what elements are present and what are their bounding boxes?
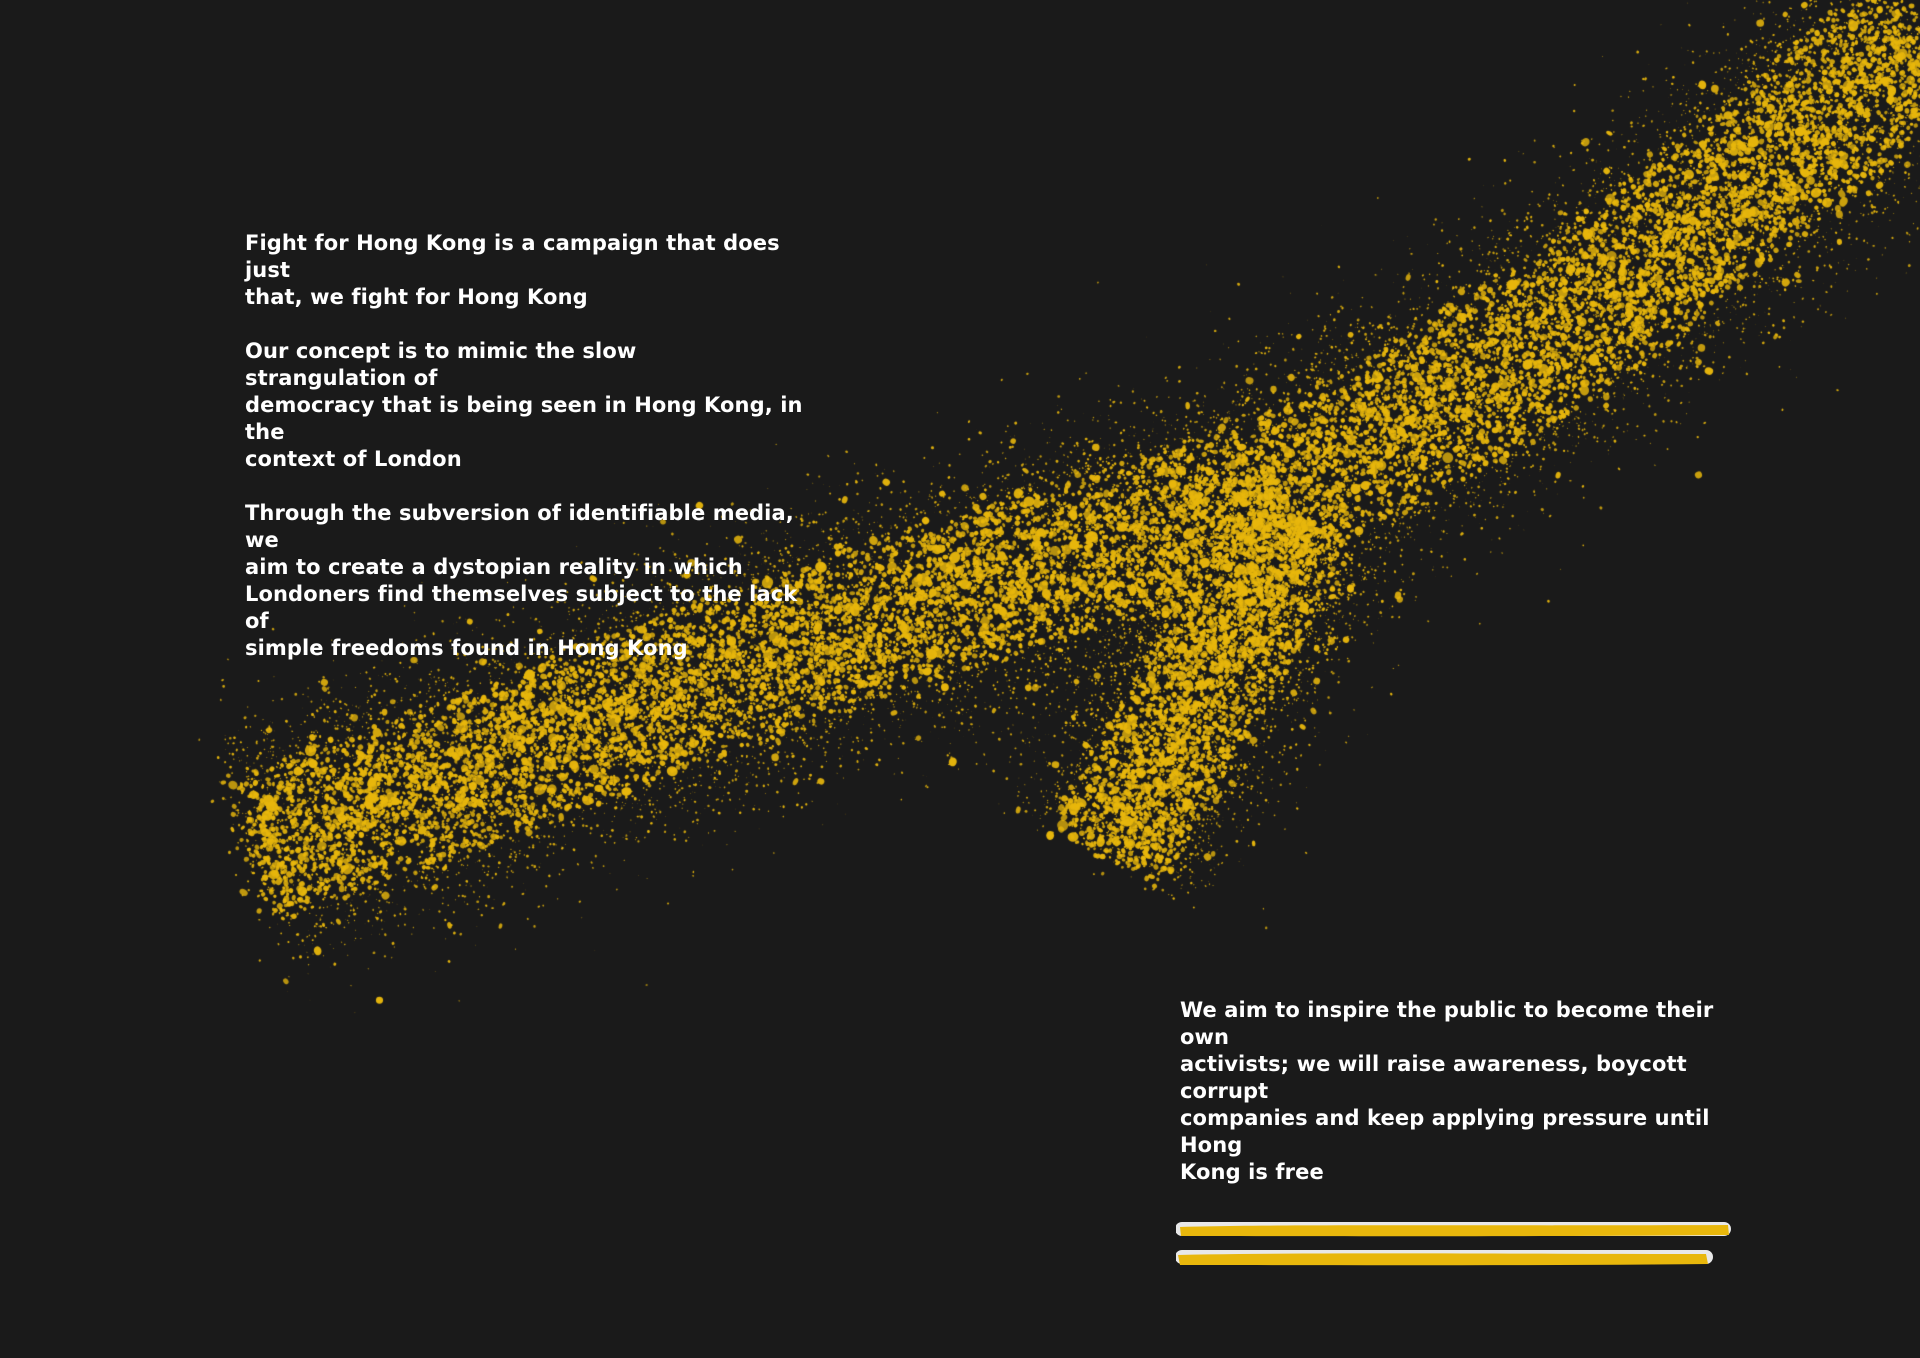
redaction-bars: [1180, 1219, 1740, 1279]
redaction-strokes: [1176, 1219, 1736, 1279]
intro-text-block: [245, 230, 805, 689]
redaction-bar-1: [1180, 1225, 1729, 1236]
redaction-bar-2: [1178, 1253, 1708, 1265]
intro-paragraph-3: Through the subversion of identifiable media, we aim to create a dystopian reality in which Londoners find themselves subject to the lack of simple freedoms found in Hong Kong: [245, 501, 798, 660]
outro-paragraph-1: We aim to inspire the public to become their own activists; we will raise awareness, boycott corrupt companies and keep applying pressure until Hong Kong is free: [1180, 998, 1714, 1184]
intro-paragraph-1: Fight for Hong Kong is a campaign that does just that, we fight for Hong Kong: [245, 231, 780, 309]
outro-text-block: [1180, 997, 1740, 1279]
intro-paragraph-2: Our concept is to mimic the slow strangulation of democracy that is being seen in Hong Kong, in the context of London: [245, 339, 803, 471]
